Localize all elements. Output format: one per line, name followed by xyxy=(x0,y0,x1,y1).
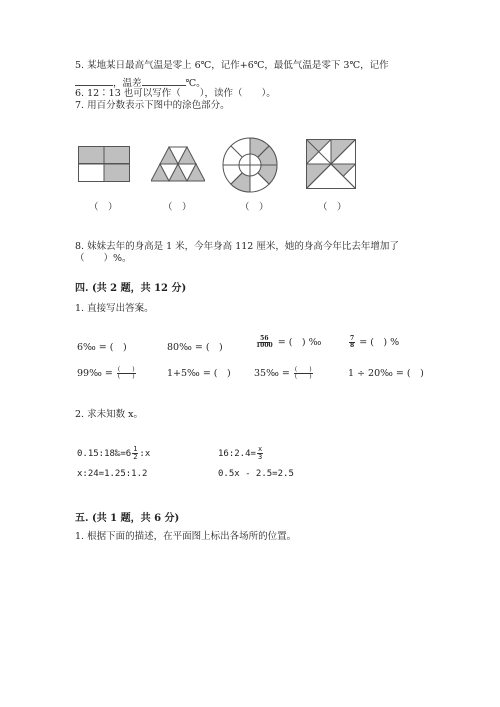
calc-6-permille: 6‰ = ( ) xyxy=(77,342,127,353)
equation-1 xyxy=(77,446,150,461)
eq1-post: :x xyxy=(139,449,151,459)
q7-title: 7. 用百分数表示下图中的涂色部分。 xyxy=(75,100,230,111)
calc-35-pre: 35‰ = xyxy=(254,368,290,379)
calc-99-pre: 99‰ = xyxy=(77,368,113,379)
calc-1-div-20-permille: 1 ÷ 20‰ = ( ) xyxy=(348,368,424,379)
frac-8-den: 8 xyxy=(350,342,355,349)
calc-7-rest: = ( ) % xyxy=(359,337,400,348)
q7-answer-1[interactable]: （ ） xyxy=(89,202,118,213)
section4-q1: 1. 直接写出答案。 xyxy=(75,303,154,314)
eq2-pre: 16:2.4= xyxy=(218,449,256,459)
calc-35-permille xyxy=(254,367,314,380)
q7-answer-4[interactable]: （ ） xyxy=(318,202,347,213)
q5-line2-b: ℃。 xyxy=(185,78,206,89)
q5-blank-2[interactable] xyxy=(142,76,186,86)
calc-99-permille xyxy=(77,367,137,380)
section4-heading: 四. (共 2 题，共 12 分) xyxy=(75,283,187,294)
frac-35-num[interactable]: ( ) xyxy=(294,366,312,373)
calc-7-over-8 xyxy=(348,336,399,349)
eq2-den: 3 xyxy=(257,453,263,461)
frac-99-den[interactable]: ( ) xyxy=(117,373,135,380)
figure-rectangle xyxy=(78,146,130,182)
q5-line2-a: ，温差 xyxy=(113,78,142,89)
q8-line1: 8. 妹妹去年的身高是 1 米，今年身高 112 厘米，她的身高今年比去年增加了 xyxy=(75,241,399,252)
frac-35-den[interactable]: ( ) xyxy=(294,373,312,380)
q5-line1: 5. 某地某日最高气温是零上 6℃，记作+6℃，最低气温是零下 3℃，记作 xyxy=(75,60,389,71)
calc-80-permille: 80‰ = ( ) xyxy=(167,342,223,353)
figure-tangram xyxy=(306,139,356,189)
calc-1-plus-5-permille: 1+5‰ = ( ) xyxy=(167,368,231,379)
eq1-den: 2 xyxy=(133,453,138,461)
frac-56-den: 1000 xyxy=(256,342,273,349)
equation-2 xyxy=(218,446,264,461)
frac-56-num: 56 xyxy=(260,335,269,342)
q8-line2: （ ）%。 xyxy=(75,253,132,264)
section5-heading: 五. (共 1 题，共 6 分) xyxy=(75,513,180,524)
equation-4: 0.5x - 2.5=2.5 xyxy=(218,469,294,479)
equation-3: x:24=1.25:1.2 xyxy=(77,469,148,479)
section5-q1: 1. 根据下面的描述，在平面图上标出各场所的位置。 xyxy=(75,531,297,542)
frac-99-num[interactable]: ( ) xyxy=(117,366,135,373)
q7-answer-2[interactable]: （ ） xyxy=(163,202,192,213)
calc-56-over-1000 xyxy=(254,336,321,349)
q7-answer-3[interactable]: （ ） xyxy=(240,202,269,213)
q6-text: 6. 12∶13 也可以写作（ ），读作（ ）。 xyxy=(75,88,276,99)
eq1-num: 1 xyxy=(133,445,138,453)
calc-56-rest: = ( ) ‰ xyxy=(277,337,322,348)
eq2-num: x xyxy=(257,445,263,453)
section4-q2: 2. 求未知数 x。 xyxy=(75,409,143,420)
q5-blank-1[interactable] xyxy=(75,76,113,86)
figure-circle xyxy=(222,137,278,193)
figure-trapezoid xyxy=(151,146,205,182)
frac-7-num: 7 xyxy=(350,335,355,342)
eq1-pre: 0.15:18‰=6 xyxy=(77,449,132,459)
